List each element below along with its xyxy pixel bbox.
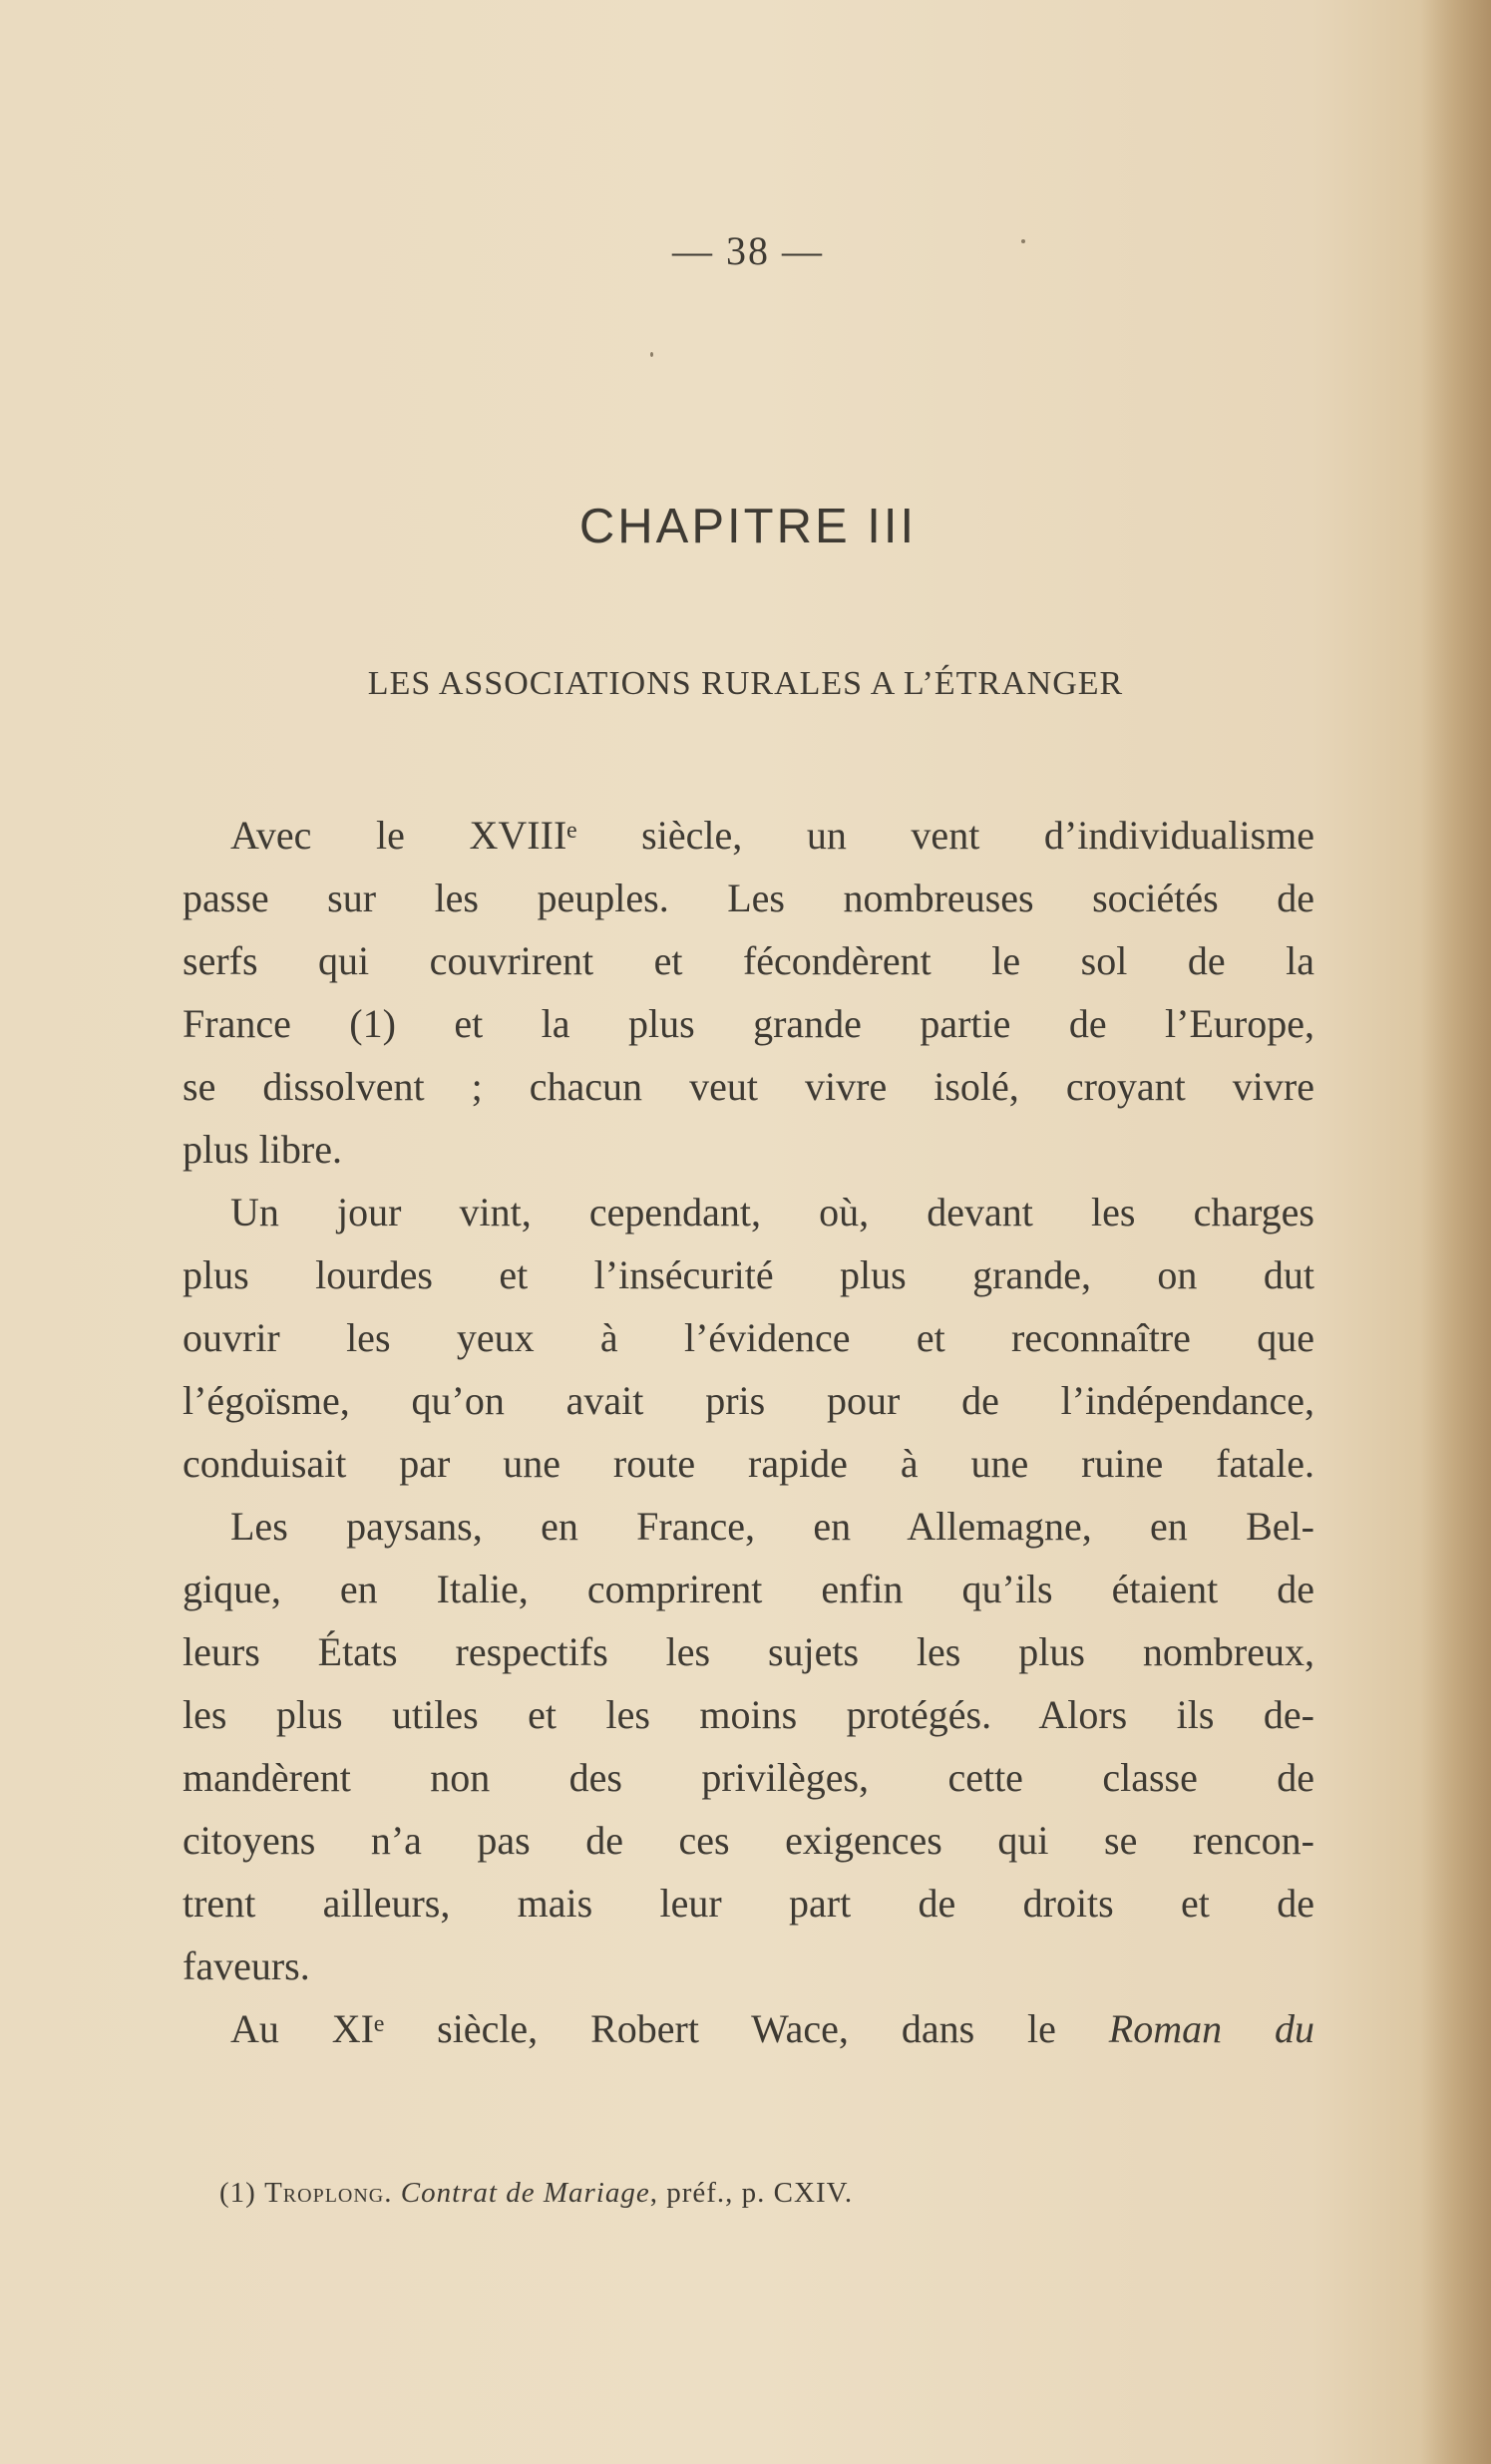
- text-line: leurs États respectifs les sujets les plus nombreux,: [183, 1629, 1314, 1674]
- chapter-subtitle: LES ASSOCIATIONS RURALES A L’ÉTRANGER: [367, 665, 1124, 702]
- page-edge-shadow: [1421, 0, 1491, 2464]
- text-line: gique, en Italie, comprirent enfin qu’ils étaient de: [183, 1567, 1314, 1611]
- text-line: citoyens n’a pas de ces exigences qui se rencon-: [183, 1818, 1314, 1863]
- text-line: Un jour vint, cependant, où, devant les charges: [230, 1190, 1314, 1234]
- text-line: plus lourdes et l’insécurité plus grande, on dut: [183, 1252, 1314, 1297]
- text-italic-title: Roman du: [1108, 2006, 1314, 2051]
- chapter-title: CHAPITRE III: [578, 500, 918, 553]
- text-line: passe sur les peuples. Les nombreuses sociétés de: [183, 876, 1314, 920]
- footnote-marker: (1): [219, 2177, 265, 2209]
- text-line: Avec le XVIIIᵉ siècle, un vent d’individualisme: [230, 813, 1314, 858]
- text-line: faveurs.: [183, 1943, 310, 1988]
- ink-speck: [650, 352, 653, 357]
- text-line: Les paysans, en France, en Allemagne, en Bel-: [230, 1504, 1314, 1549]
- footnote-author: Troplong: [264, 2177, 385, 2209]
- text-line: conduisait par une route rapide à une ruine fatale.: [183, 1441, 1314, 1486]
- text-line-last: [183, 1997, 1314, 2060]
- body-text: [183, 804, 1314, 2060]
- text-line: les plus utiles et les moins protégés. Alors ils de-: [183, 1692, 1314, 1737]
- footnote-separator: .: [384, 2177, 401, 2209]
- text-line: trent ailleurs, mais leur part de droits et de: [183, 1881, 1314, 1926]
- text-line: mandèrent non des privilèges, cette classe de: [183, 1755, 1314, 1800]
- text-line: l’égoïsme, qu’on avait pris pour de l’indépendance,: [183, 1378, 1314, 1423]
- text-line: plus libre.: [183, 1127, 342, 1172]
- text-line: ouvrir les yeux à l’évidence et reconnaître que: [183, 1315, 1314, 1360]
- text-line: France (1) et la plus grande partie de l’Europe,: [183, 1001, 1314, 1046]
- footnote: [219, 2177, 1217, 2210]
- footnote-work: Contrat de Mariage: [400, 2177, 650, 2209]
- ink-speck: [1021, 239, 1025, 243]
- footnote-rest: , préf., p. CXIV.: [649, 2177, 854, 2209]
- page-number: — 38 —: [672, 228, 824, 273]
- text-roman: Au XIᵉ siècle, Robert Wace, dans le: [230, 2006, 1109, 2051]
- text-line: se dissolvent ; chacun veut vivre isolé, croyant vivre: [183, 1064, 1314, 1109]
- text-line: serfs qui couvrirent et fécondèrent le sol de la: [183, 938, 1314, 983]
